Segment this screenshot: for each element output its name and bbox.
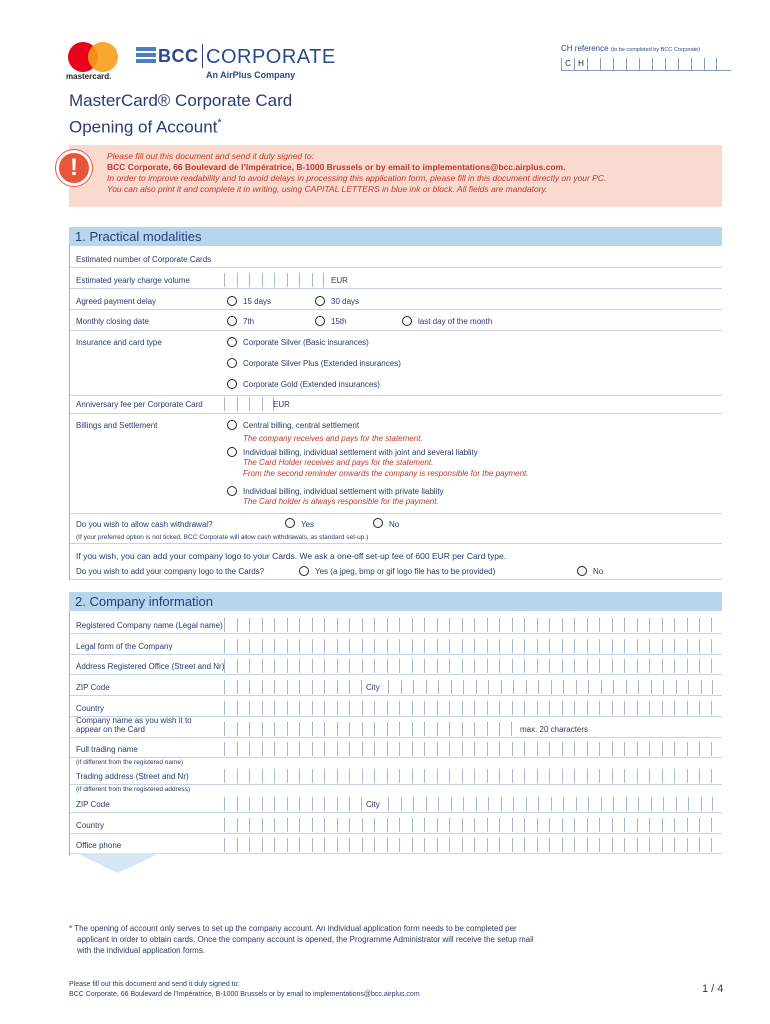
input-cells[interactable]	[224, 769, 712, 783]
option-logo-no: No	[593, 567, 604, 576]
radio-silver-plus[interactable]	[227, 358, 237, 368]
notice-address: BCC Corporate, 66 Boulevard de l’Impératrice, B-1000 Brussels or by email to implementations@bcc.airplus.com.	[107, 162, 566, 172]
input-cells[interactable]	[224, 639, 712, 653]
max-chars-note: max. 20 characters	[520, 725, 589, 734]
bcc-tagline: An AirPlus Company	[206, 70, 296, 80]
input-cells[interactable]	[224, 838, 712, 852]
option-15th: 15th	[331, 317, 347, 326]
reg-name-label: Registered Company name (Legal name)	[76, 621, 223, 630]
divider	[70, 812, 722, 813]
ch-box[interactable]	[678, 58, 691, 70]
option-cash-yes: Yes	[301, 520, 315, 529]
city-label-2: City	[366, 800, 380, 809]
divider	[70, 330, 722, 331]
input-cells[interactable]	[224, 659, 712, 673]
radio-7th[interactable]	[227, 316, 237, 326]
footer-line-1: Please fill out this document and send it duly signed to:	[69, 981, 240, 988]
footnote-line-2: applicant in order to obtain cards. Once the company account is opened, the Programme Administrator will receive the setup mail	[77, 935, 534, 944]
ch-box[interactable]	[626, 58, 639, 70]
title-line-2-text: Opening of Account	[69, 117, 218, 137]
page-number: 1 / 4	[702, 983, 724, 995]
country-label-2: Country	[76, 821, 105, 830]
footer	[69, 980, 420, 1000]
ch-box[interactable]	[704, 58, 717, 70]
bcc-logo	[136, 44, 336, 84]
bcc-wordmark: BCC	[158, 46, 199, 66]
option-central-billing: Central billing, central settlement	[243, 421, 360, 430]
input-cells[interactable]	[224, 680, 362, 694]
legal-form-label: Legal form of the Company	[76, 642, 173, 651]
mastercard-wordmark: mastercard.	[66, 72, 112, 81]
title-line-2	[69, 112, 292, 139]
trading-address-note: (if different from the registered address)	[76, 786, 191, 793]
footnote-star: *	[69, 924, 73, 933]
city-label: City	[366, 683, 380, 692]
divider	[70, 695, 722, 696]
insurance-label: Insurance and card type	[76, 338, 162, 347]
input-cells[interactable]	[224, 742, 712, 756]
individual-joint-note-1: The Card Holder receives and pays for the statement.	[243, 458, 434, 467]
radio-30-days[interactable]	[315, 296, 325, 306]
divider	[70, 543, 722, 544]
radio-individual-joint[interactable]	[227, 447, 237, 457]
footnote-line-3: with the individual application forms.	[77, 946, 206, 955]
input-cells[interactable]	[388, 680, 713, 694]
divider	[70, 853, 722, 854]
central-billing-note: The company receives and pays for the statement.	[243, 434, 423, 443]
ch-box[interactable]	[652, 58, 665, 70]
notice-text	[107, 151, 717, 195]
radio-gold[interactable]	[227, 379, 237, 389]
ch-reference-note: (to be completed by BCC Corporate)	[610, 47, 701, 53]
option-cash-no: No	[389, 520, 400, 529]
ch-reference-label	[561, 44, 700, 53]
title-line-1: MasterCard® Corporate Card	[69, 91, 293, 110]
phone-label: Office phone	[76, 841, 122, 850]
card-name-label-2: appear on the Card	[76, 725, 145, 734]
input-cells[interactable]	[224, 701, 712, 715]
page-title	[69, 90, 292, 139]
payment-delay-label: Agreed payment delay	[76, 297, 157, 306]
logo-info: If you wish, you can add your company logo to your Cards. We ask a one-off set-up fee of 600 EUR per Card type.	[76, 551, 507, 561]
ch-box[interactable]	[600, 58, 613, 70]
notice-line-4: You can also print it and complete it in writing, using CAPITAL LETTERS in blue ink or block. All fields are mandatory.	[107, 184, 548, 194]
option-15-days: 15 days	[243, 297, 272, 306]
option-logo-yes: Yes (a jpeg, bmp or gif logo file has to be provided)	[315, 567, 496, 576]
option-30-days: 30 days	[331, 297, 360, 306]
notice-line-1: Please fill out this document and send it duly signed to:	[107, 151, 314, 161]
card-name-label-1: Company name as you wish it to	[76, 716, 192, 725]
divider	[70, 309, 722, 310]
divider	[70, 267, 722, 268]
bcc-corporate-wordmark: CORPORATE	[206, 46, 336, 68]
option-individual-private: Individual billing, individual settlement with private liablity	[243, 487, 444, 496]
bcc-separator	[202, 44, 203, 68]
section-2-title: 2. Company information	[75, 594, 214, 609]
option-last-day: last day of the month	[418, 317, 493, 326]
individual-private-note: The Card holder is always responsible for the payment.	[243, 497, 439, 506]
ch-box[interactable]	[613, 58, 626, 70]
ch-box: H	[574, 58, 587, 70]
input-cells[interactable]	[224, 797, 362, 811]
radio-logo-yes[interactable]	[299, 566, 309, 576]
anniversary-field[interactable]	[224, 397, 274, 411]
trading-name-note: (if different from the registered name)	[76, 759, 184, 766]
individual-joint-note-2: From the second reminder onwards the company is responsible for the payment.	[243, 469, 529, 478]
mastercard-orange-circle	[88, 42, 118, 72]
trading-name-label: Full trading name	[76, 745, 138, 754]
address-label: Address Registered Office (Street and Nr)	[76, 662, 225, 671]
option-7th: 7th	[243, 317, 255, 326]
option-silver-plus: Corporate Silver Plus (Extended insurances)	[243, 359, 401, 368]
country-label: Country	[76, 704, 105, 713]
ch-box[interactable]	[691, 58, 704, 70]
footnote-text-1: The opening of account only serves to set up the company account. An individual application form needs to be completed per	[74, 924, 517, 933]
zip-label-2: ZIP Code	[76, 800, 110, 809]
footnote-line-1	[69, 923, 629, 934]
continue-arrow-icon	[76, 853, 160, 873]
radio-cash-yes[interactable]	[285, 518, 295, 528]
section-1-header	[69, 227, 722, 246]
divider	[70, 654, 722, 655]
option-gold: Corporate Gold (Extended insurances)	[243, 380, 380, 389]
footnote	[69, 923, 629, 956]
option-silver: Corporate Silver (Basic insurances)	[243, 338, 369, 347]
divider	[70, 288, 722, 289]
ch-reference-underline	[561, 70, 731, 71]
divider	[70, 395, 722, 396]
input-cells[interactable]	[224, 722, 512, 736]
radio-last-day[interactable]	[402, 316, 412, 326]
divider	[70, 513, 722, 514]
radio-15-days[interactable]	[227, 296, 237, 306]
notice-line-3: In order to improve readability and to avoid delays in processing this application form, please fill in this document directly on your PC.	[107, 173, 607, 183]
section-2-left-rule	[69, 611, 70, 856]
ch-box[interactable]	[665, 58, 678, 70]
section-1-title: 1. Practical modalities	[75, 229, 202, 244]
ch-reference-text: CH reference	[561, 44, 609, 53]
divider	[70, 579, 722, 580]
radio-15th[interactable]	[315, 316, 325, 326]
divider	[70, 674, 722, 675]
anniversary-label: Anniversary fee per Corporate Card	[76, 400, 203, 409]
billing-label: Billings and Settlement	[76, 421, 158, 430]
ch-reference-field[interactable]	[561, 58, 717, 70]
yearly-volume-field[interactable]	[224, 273, 324, 287]
yearly-volume-label: Estimated yearly charge volume	[76, 276, 190, 285]
input-cells[interactable]	[388, 797, 713, 811]
option-individual-joint: Individual billing, individual settlement with joint and several liablity	[243, 448, 478, 457]
divider	[70, 757, 722, 758]
radio-cash-no[interactable]	[373, 518, 383, 528]
mastercard-logo	[66, 42, 122, 82]
radio-central-billing[interactable]	[227, 420, 237, 430]
zip-label: ZIP Code	[76, 683, 110, 692]
bcc-mark-icon	[136, 47, 156, 63]
divider	[70, 413, 722, 414]
footer-line-2: BCC Corporate, 66 Boulevard de l’Impératrice, B-1000 Brussels or by email to implementations@bcc.airplus.com	[69, 991, 420, 998]
cash-label: Do you wish to allow cash withdrawal?	[76, 520, 213, 529]
divider	[70, 633, 722, 634]
num-cards-label: Estimated number of Corporate Cards	[76, 255, 212, 264]
eur-label: EUR	[331, 276, 348, 285]
input-cells[interactable]	[224, 618, 712, 632]
ch-box[interactable]	[587, 58, 600, 70]
divider	[70, 737, 722, 738]
anniversary-eur: EUR	[273, 400, 290, 409]
logo-question: Do you wish to add your company logo to the Cards?	[76, 567, 265, 576]
trading-address-label: Trading address (Street and Nr)	[76, 772, 189, 781]
radio-silver[interactable]	[227, 337, 237, 347]
cash-note: (If your preferred option is not ticked, BCC Corporate will allow cash withdrawals, as standard set-up.)	[76, 534, 369, 541]
closing-date-label: Monthly closing date	[76, 317, 149, 326]
divider	[70, 833, 722, 834]
radio-logo-no[interactable]	[577, 566, 587, 576]
radio-individual-private[interactable]	[227, 486, 237, 496]
ch-box[interactable]	[639, 58, 652, 70]
divider	[70, 784, 722, 785]
warning-icon: !	[56, 150, 92, 186]
input-cells[interactable]	[224, 818, 712, 832]
title-asterisk: *	[217, 117, 222, 129]
section-2-header	[69, 592, 722, 611]
ch-box: C	[561, 58, 574, 70]
